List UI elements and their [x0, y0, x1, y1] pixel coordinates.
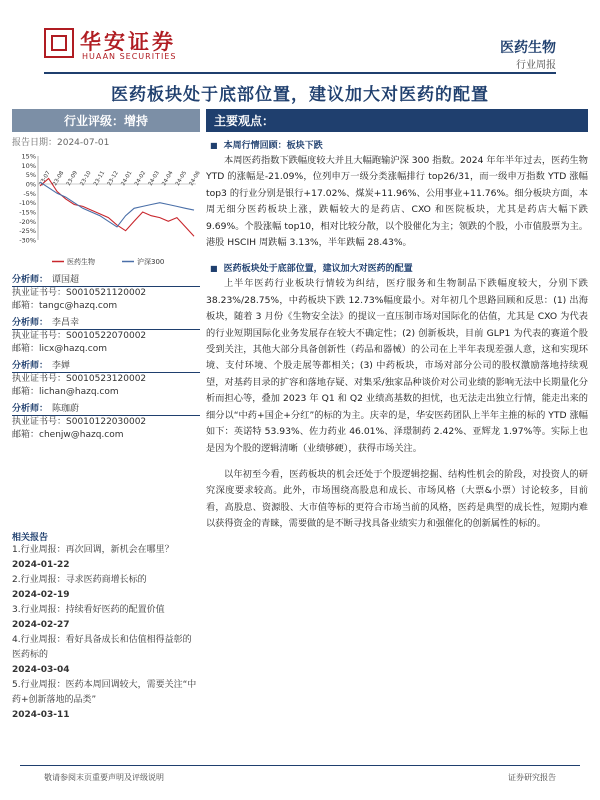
analyst-block [12, 401, 200, 442]
report-type: 行业周报 [516, 60, 556, 71]
chart-svg [12, 150, 200, 270]
header-divider [44, 72, 556, 74]
section-heading: ■ 医药板块处于底部位置，建议加大对医药的配置 [210, 261, 588, 274]
rating-bar: 行业评级：增持 [12, 109, 200, 132]
analyst-email[interactable]: 邮箱：chenjw@hazq.com [12, 430, 124, 440]
analyst-cert: 执业证书号：S0010521120002 [12, 288, 147, 298]
related-report-item[interactable]: 4.行业周报：看好具备成长和估值相得益彰的医药标的 2024-03-04 [12, 635, 192, 675]
analyst-list [12, 272, 200, 442]
x-tick-label: 24-03 [147, 170, 161, 187]
x-tick-label: 24-04 [161, 170, 175, 187]
y-tick-label: -30% [19, 236, 36, 245]
analyst-label: 分析师： 谭国超 [12, 272, 200, 287]
section-paragraph: 本周医药指数下跌幅度较大并且大幅跑输沪深 300 指数。2024 年年半年过去，医药生物 YTD 的涨幅是-21.09%，位列申万一级分类涨幅排行 top26/31，而一级申万指数 YTD 涨幅 top3 的行业分别是银行+17.02%、煤炭+11.96%、公用事业+11.76%。细分板块方面，本周无细分医药板块上涨，跌幅较大的是药店、CXO 和医院板块，尤其是药店大幅下跌 9.69%。个股涨幅 top10，相对比较分散，以个股催化为主；领跌的个股，小市值股票为主。港股 HSCIH 周跌幅 3.13%，半年跌幅 28.43%。 [206, 155, 588, 249]
performance-chart [12, 150, 200, 270]
footer-label: 证券研究报告 [508, 773, 556, 782]
analyst-label: 分析师： 李昌幸 [12, 315, 200, 330]
analyst-name: 李婵 [52, 361, 71, 371]
x-tick-label: 23-10 [79, 170, 93, 187]
y-tick-label: -5% [23, 189, 36, 198]
y-tick-label: -10% [19, 199, 36, 208]
analyst-label: 分析师： 陈珈蔚 [12, 401, 200, 416]
sector-label: 医药生物 [500, 40, 556, 56]
analyst-block [12, 272, 200, 313]
analyst-cert: 执业证书号：S0010522070002 [12, 331, 147, 341]
footer-disclaimer: 敬请参阅末页重要声明及评级说明 [44, 773, 164, 782]
section-paragraph: 上半年医药行业板块行情较为纠结，医疗服务和生物制品下跌幅度较大，分别下跌 38.23%/28.75%，中药板块下跌 12.73%幅度最小。对年初几个思路回顾和反思：(1) 出海板块，随着 3 月份《生物安全法》的提议一直压制市场对国际化的估值，尤其是 CXO 为代表的行业短期国际化业务发展存在较大不确定性；(2) 创新板块，目前 GLP1 为代表的赛道个股受到关注，其他大部分具备创新性（药品和器械）的公司在上半年表现差强人意，这和实现环境、支付环境、个股走展等都相关；(3) 中药板块，市场对部分公司的股权激励落地持续观望，对基药目录的扩容和落地存疑、对集采/独家品种谈价对公司业绩的影响无法中长期量化分析而担心等，叠加 2023 年 Q1 和 Q2 业绩高基数的担忧，也无法走出独立行情，能走出来的细分以“中药+国企+分红”的标的为主。庆幸的是，华安医药团队上半年主推的标的 YTD 涨幅如下：英诺特 53.93%、佐力药业 46.01%、泽璟制药 2.42%、亚辉龙 1.97%等。实际上也是因为个股的逻辑清晰（业绩够硬），获得市场关注。 [206, 278, 588, 454]
y-tick-label: 0% [25, 180, 36, 189]
analyst-email[interactable]: 邮箱：licx@hazq.com [12, 344, 108, 354]
x-tick-label: 24-01 [120, 170, 134, 187]
related-reports-title: 相关报告 [12, 533, 49, 543]
section-heading: ■ 本周行情回顾：板块下跌 [210, 138, 588, 151]
x-tick-label: 24-02 [133, 170, 148, 187]
logo-text-cn: 华安证券 [80, 29, 176, 54]
y-tick-label: -25% [19, 227, 36, 236]
x-tick-label: 24-05 [174, 170, 189, 187]
related-report-list [12, 543, 200, 723]
left-column [12, 109, 200, 723]
logo-text-en: HUAAN SECURITIES [82, 52, 177, 61]
page-header [0, 0, 600, 78]
legend-label: 沪深300 [137, 258, 165, 266]
analyst-label: 分析师： 李婵 [12, 358, 200, 373]
analyst-cert: 执业证书号：S0010523120002 [12, 374, 147, 384]
section-market-review [206, 138, 588, 251]
analyst-name: 谭国超 [52, 275, 80, 285]
section-allocation [206, 261, 588, 532]
y-tick-label: -20% [19, 217, 36, 226]
x-tick-label: 23-07 [38, 170, 52, 187]
y-tick-label: 10% [21, 161, 36, 170]
report-title: 医药板块处于底部位置，建议加大对医药的配置 [111, 85, 489, 105]
x-tick-label: 23-12 [106, 170, 120, 187]
related-report-item[interactable]: 5.行业周报：医药本周回调较大，需要关注“中药+创新落地的品类” 2024-03-11 [12, 680, 197, 720]
analyst-email[interactable]: 邮箱：tangc@hazq.com [12, 301, 118, 311]
x-tick-label: 24-06 [188, 170, 202, 187]
x-tick-label: 23-09 [65, 170, 79, 187]
analyst-cert: 执业证书号：S0010122030002 [12, 417, 147, 427]
y-tick-label: 15% [21, 152, 36, 161]
series-line [40, 178, 194, 236]
related-report-item[interactable]: 3.行业周报：持续看好医药的配置价值 2024-02-27 [12, 605, 165, 630]
main-views-title: 主要观点： [206, 109, 588, 132]
footer-divider [20, 765, 580, 766]
section-paragraph: 以年初至今看，医药板块的机会还处于个股逻辑挖掘、结构性机会的阶段，对投资人的研究深度要求较高。此外，市场围绕高股息和成长、市场风格（大票&小票）讨论较多，目前看，高股息、资源股、大市值等标的更符合市场当前的风格，医药是典型的成长性，短期内难以获得资金的青睐，需要做的是不断寻找具备业绩实力和强催化的创新属性的标的。 [206, 468, 588, 530]
legend-label: 医药生物 [67, 258, 95, 266]
x-tick-label: 23-08 [52, 170, 66, 187]
report-date: 报告日期：2024-07-01 [12, 138, 110, 148]
related-report-item[interactable]: 1.行业周报：再次回调，新机会在哪里？ 2024-01-22 [12, 545, 174, 570]
analyst-name: 陈珈蔚 [52, 404, 80, 414]
analyst-name: 李昌幸 [52, 318, 80, 328]
analyst-block [12, 315, 200, 356]
x-tick-label: 23-11 [93, 170, 107, 187]
right-column [206, 109, 588, 533]
y-tick-label: 5% [25, 171, 36, 180]
related-report-item[interactable]: 2.行业周报：寻求医药商增长标的 2024-02-19 [12, 575, 147, 600]
y-tick-label: -15% [19, 208, 36, 217]
analyst-email[interactable]: 邮箱：lichan@hazq.com [12, 387, 119, 397]
logo-icon [44, 28, 74, 58]
analyst-block [12, 358, 200, 399]
